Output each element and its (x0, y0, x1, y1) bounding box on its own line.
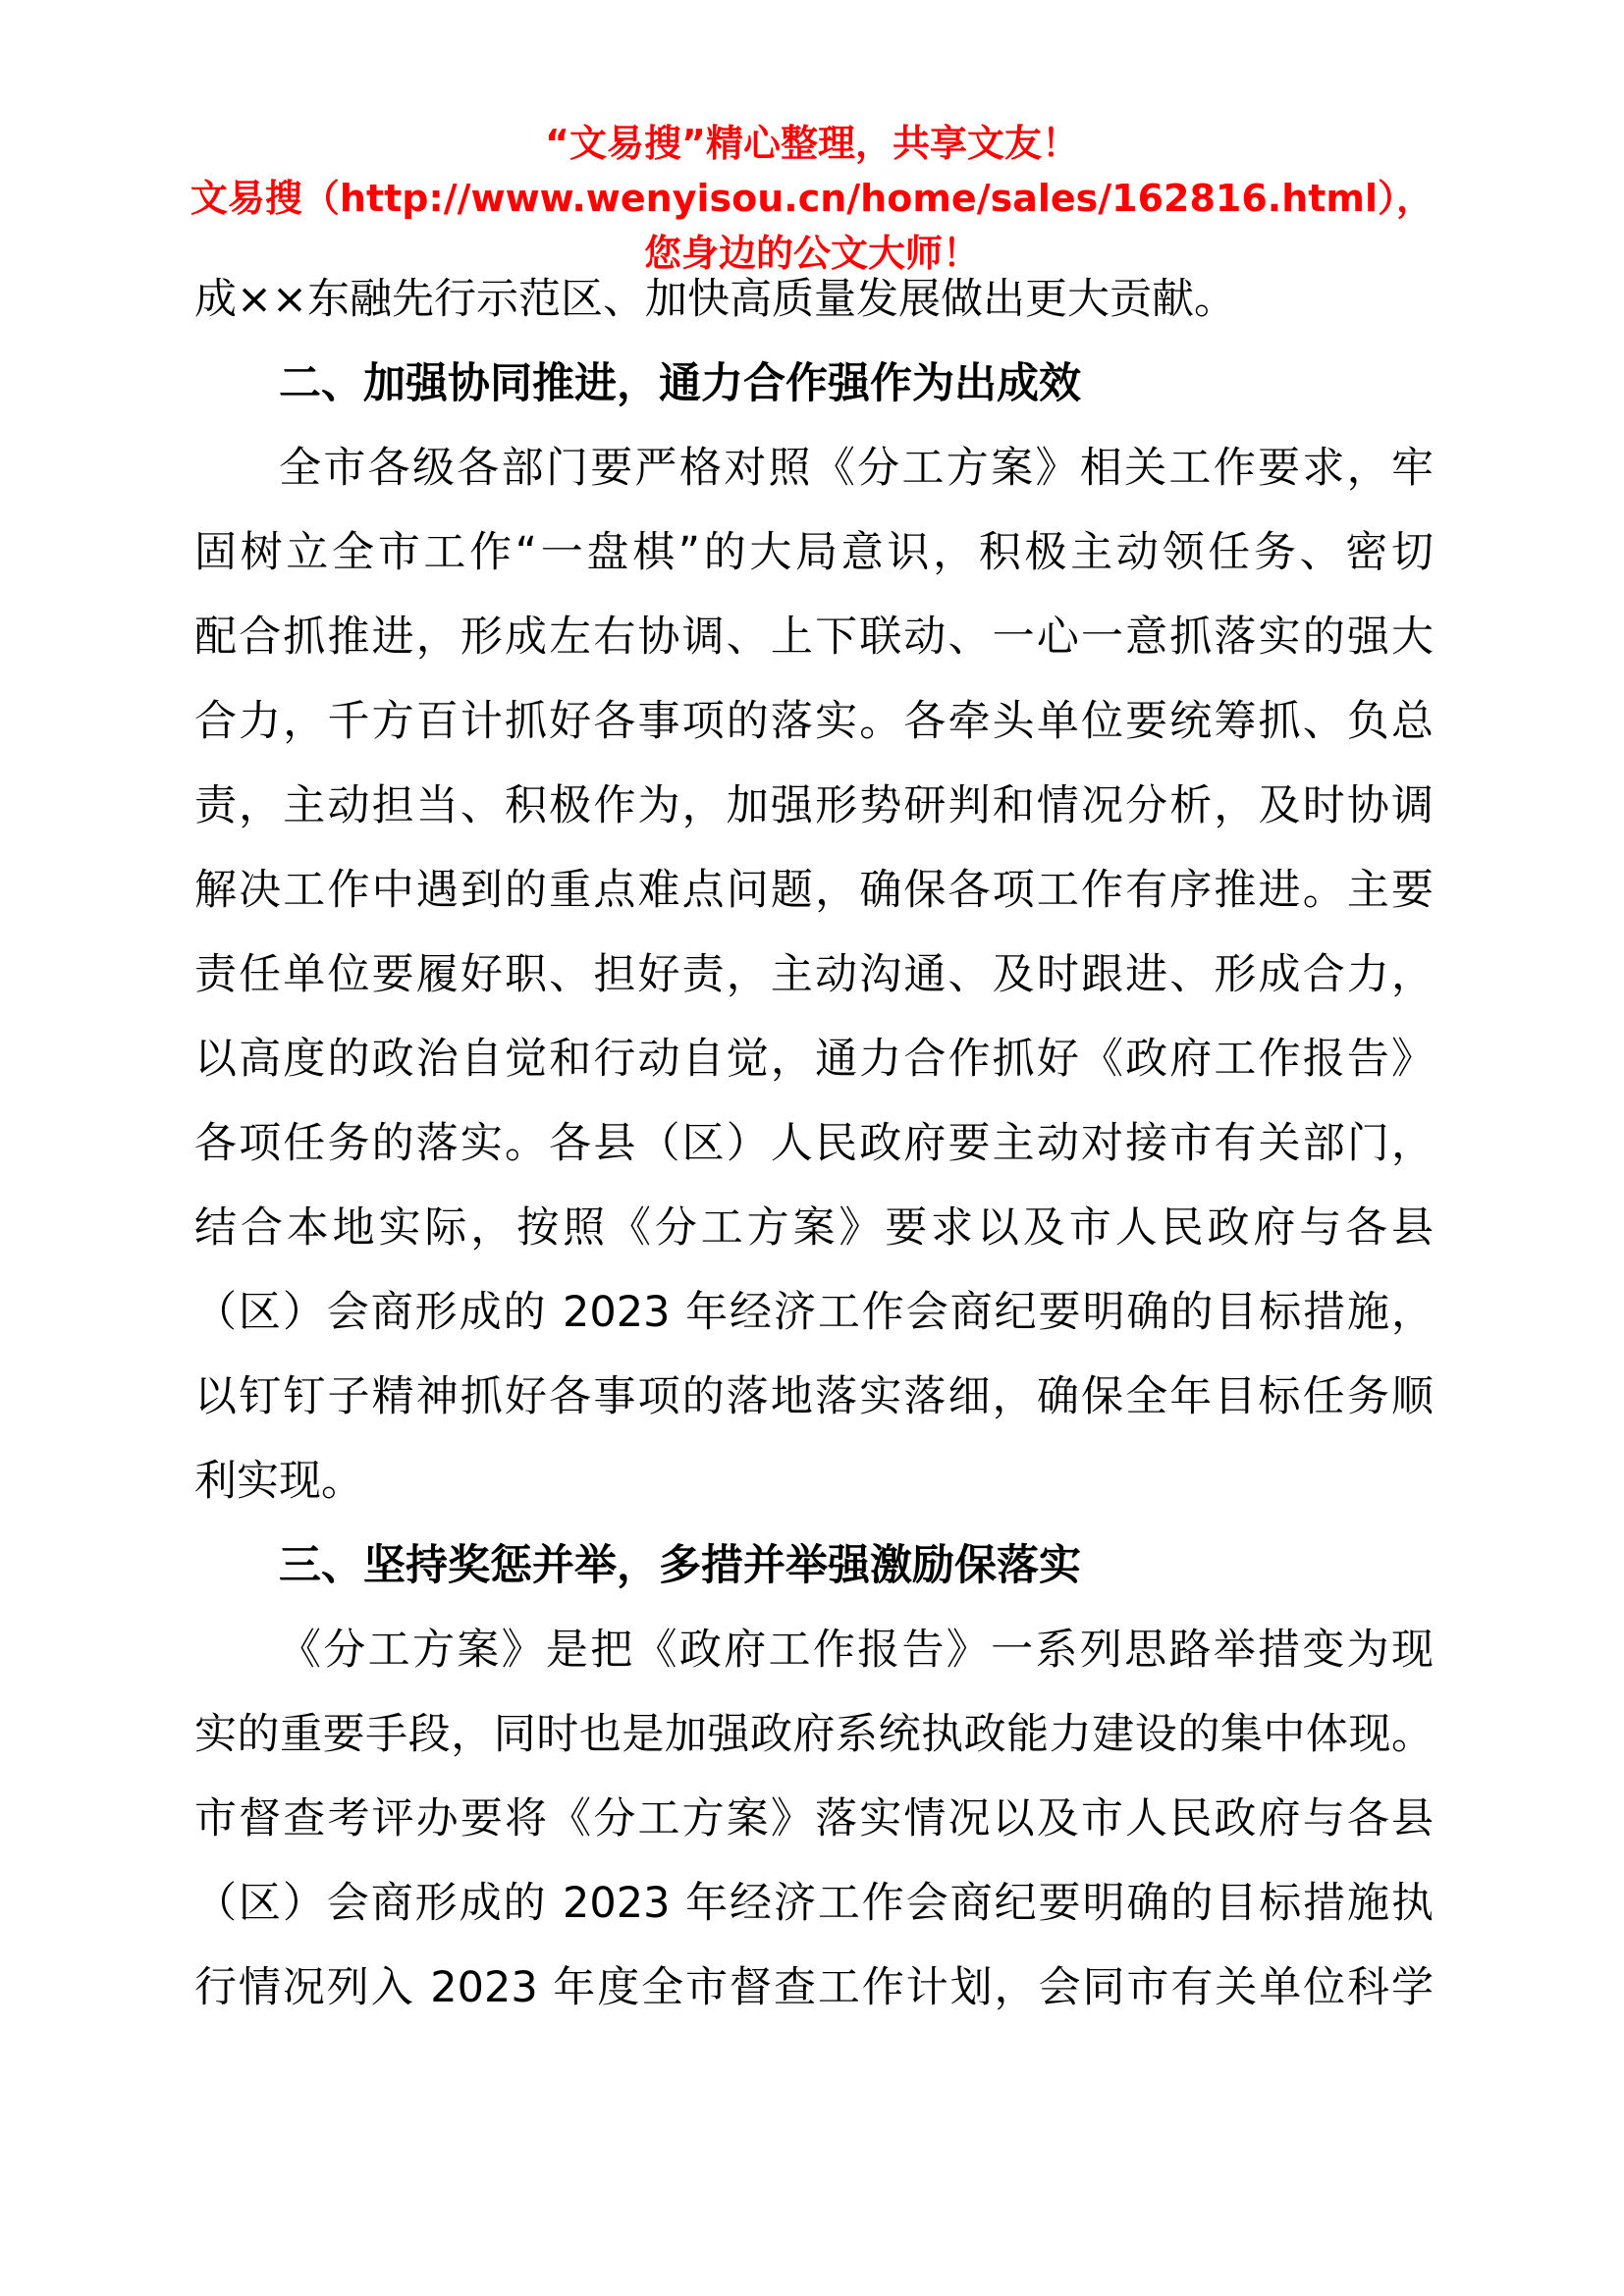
section-3-line: 《分工方案》是把《政府工作报告》一系列思路举措变为现 (279, 1626, 1434, 1675)
section-3-line: 行情况列入 2023 年度全市督查工作计划，会同市有关单位科学 (194, 1963, 1434, 2012)
watermark-line-3: 您身边的公文大师！ (643, 232, 980, 275)
section-2-line: （区）会商形成的 2023 年经济工作会商纪要明确的目标措施， (194, 1288, 1434, 1337)
watermark-banner (0, 116, 1624, 281)
section-2-line: 配合抓推进，形成左右协调、上下联动、一心一意抓落实的强大 (194, 613, 1434, 662)
section-3-line: 市督查考评办要将《分工方案》落实情况以及市人民政府与各县 (194, 1794, 1434, 1843)
section-2-line: 以高度的政治自觉和行动自觉，通力合作抓好《政府工作报告》 (194, 1035, 1434, 1084)
section-2-line: 结合本地实际，按照《分工方案》要求以及市人民政府与各县 (194, 1203, 1434, 1253)
watermark-line-1: “文易搜”精心整理，共享文友！ (545, 122, 1079, 165)
section-2-line: 固树立全市工作“一盘棋”的大局意识，积极主动领任务、密切 (194, 528, 1434, 577)
section-2-line: 利实现。 (194, 1457, 363, 1506)
section-3-line: （区）会商形成的 2023 年经济工作会商纪要明确的目标措施执 (194, 1879, 1434, 1928)
section-2-heading: 二、加强协同推进，通力合作强作为出成效 (279, 359, 1081, 408)
section-2-line: 各项任务的落实。各县（区）人民政府要主动对接市有关部门， (194, 1119, 1434, 1168)
section-2-line: 责，主动担当、积极作为，加强形势研判和情况分析，及时协调 (194, 781, 1434, 830)
section-3-line: 实的重要手段，同时也是加强政府系统执政能力建设的集中体现。 (194, 1710, 1434, 1759)
section-2-line: 解决工作中遇到的重点难点问题，确保各项工作有序推进。主要 (194, 866, 1434, 915)
watermark-line-2: 文易搜（http://www.wenyisou.cn/home/sales/162816.html）， (189, 177, 1435, 220)
section-2-line: 以钉钉子精神抓好各事项的落地落实落细，确保全年目标任务顺 (194, 1372, 1434, 1421)
continuation-line: 成××东融先行示范区、加快高质量发展做出更大贡献。 (194, 275, 1237, 324)
section-3-heading: 三、坚持奖惩并举，多措并举强激励保落实 (279, 1541, 1081, 1590)
section-2-line: 责任单位要履好职、担好责，主动沟通、及时跟进、形成合力， (194, 950, 1434, 999)
document-body (194, 257, 1434, 2030)
section-2-line: 合力，千方百计抓好各事项的落实。各牵头单位要统筹抓、负总 (194, 697, 1434, 746)
section-2-line: 全市各级各部门要严格对照《分工方案》相关工作要求，牢 (279, 444, 1434, 493)
